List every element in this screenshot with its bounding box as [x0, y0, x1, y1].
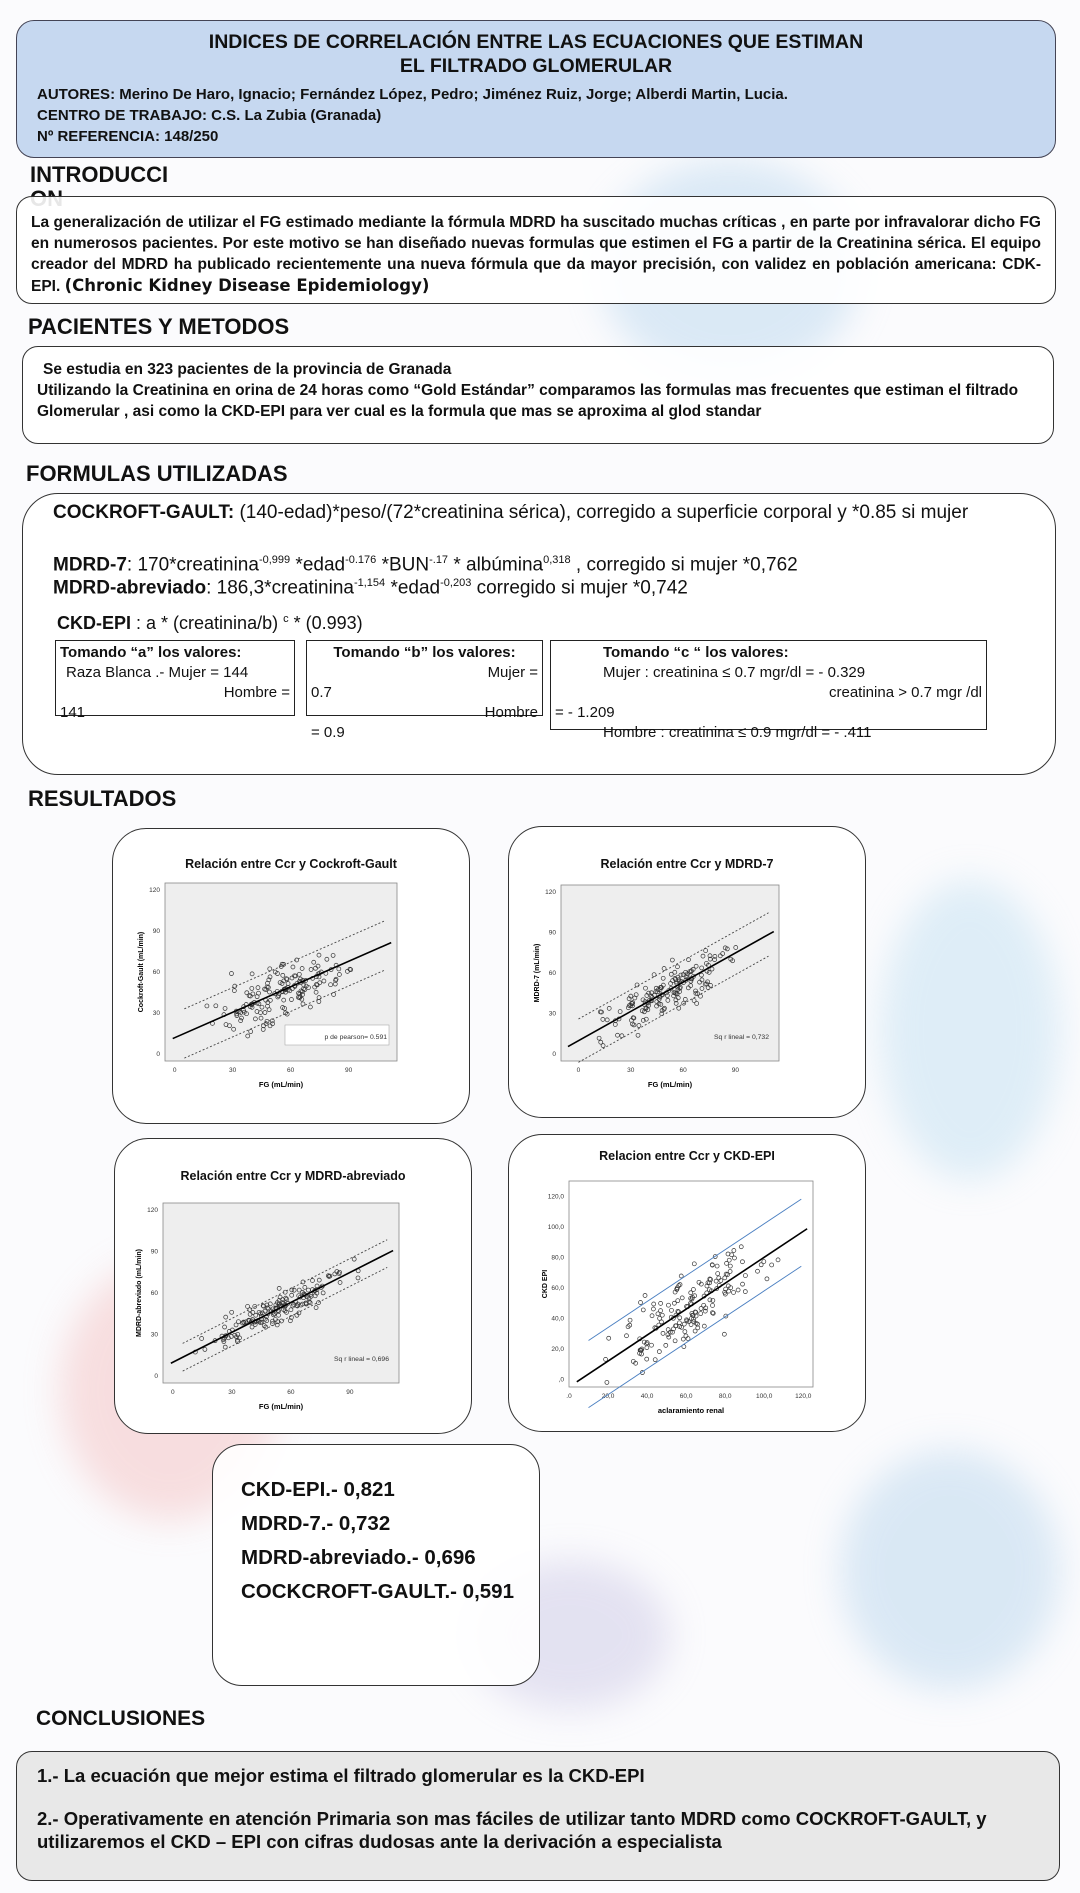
- results-heading: RESULTADOS: [28, 786, 177, 811]
- x-tick-label: 0: [172, 1067, 177, 1074]
- conclusion-1: 1.- La ecuación que mejor estima el filtrado glomerular es la CKD-EPI: [37, 1765, 645, 1786]
- y-tick-label: 20,0: [551, 1345, 564, 1353]
- result-cockcroft-gault: COCKCROFT-GAULT.- 0,591: [241, 1580, 514, 1603]
- intro-heading: INTRODUCCI: [30, 162, 169, 187]
- poster-title: INDICES DE CORRELACIÓN ENTRE LAS ECUACIONES QUE ESTIMAN EL FILTRADO GLOMERULAR: [208, 31, 864, 77]
- y-tick-label: 120: [149, 886, 160, 894]
- methods-line2: Utilizando la Creatinina en orina de 24 horas como “Gold Estándar” comparamos las formulas mas frecuentes que estiman el filtrado Glomerular , asi como la CKD-EPI para ver cual es la formula que mas se aproxima al glod standar: [37, 382, 1019, 420]
- x-axis-label: aclaramiento renal: [657, 1406, 725, 1415]
- y-axis-label: Cockroft-Gault (mL/min): [138, 931, 145, 1013]
- intro-text-tail: (Chronic Kidney Disease Epidemiology): [64, 276, 430, 295]
- methods-line1: Se estudia en 323 pacientes de la provincia de Granada: [43, 361, 452, 378]
- intro-text: La generalización de utilizar el FG estimado mediante la fórmula MDRD ha suscitado muchas críticas , en parte por infravalorar dicho FG en numerosos pacientes. Por este motivo se han diseñado nuevas formulas que estimen el FG a partir de la Creatinina sérica. El equipo creador del MDRD ha publicado recientemente una nueva fórmula que da mayor precisión, con validez en población americana: CDK-EPI.: [31, 214, 1041, 295]
- x-tick-label: 40,0: [640, 1393, 654, 1400]
- y-tick-label: 120: [545, 888, 556, 896]
- workplace: CENTRO DE TRABAJO: C.S. La Zubia (Granada): [37, 107, 382, 124]
- scatter-plot: [509, 1135, 867, 1433]
- y-tick-label: 60: [152, 969, 160, 976]
- y-tick-label: 0: [552, 1051, 556, 1059]
- box-b-values: Tomando “b” los valores: Mujer = 0.7 Hombre = 0.9: [306, 640, 543, 716]
- chart-title: Relación entre Ccr y Cockroft-Gault: [185, 857, 397, 871]
- y-tick-label: 30: [548, 1010, 556, 1018]
- scatter-plot: [115, 1139, 473, 1435]
- chart-cockroft-gault: [112, 828, 470, 1124]
- x-tick-label: 90: [731, 1067, 740, 1074]
- x-tick-label: 30: [229, 1067, 237, 1074]
- poster-header: [16, 20, 1056, 158]
- chart-ckd-epi: [508, 1134, 866, 1432]
- chart-title: Relación entre Ccr y MDRD-abreviado: [180, 1169, 406, 1183]
- r-annotation: Sq r lineal = 0,696: [334, 1356, 389, 1363]
- x-tick-label: 90: [345, 1067, 353, 1074]
- y-axis-label: CKD EPI: [542, 1269, 549, 1299]
- x-tick-label: 80,0: [718, 1393, 732, 1400]
- y-tick-label: 30: [150, 1331, 158, 1339]
- y-tick-label: 120,0: [547, 1193, 564, 1201]
- result-mdrd-abreviado: MDRD-abreviado.- 0,696: [241, 1546, 476, 1569]
- conclusion-2: 2.- Operativamente en atención Primaria son mas fáciles de utilizar tanto MDRD como COCKROFT-GAULT, y utilizaremos el CKD – EPI con cifras dudosas ante la derivación a especialista: [37, 1808, 987, 1852]
- y-tick-label: 0: [154, 1373, 158, 1381]
- formula-ckd-epi: CKD-EPI : a * (creatinina/b) $^c$ * (0.993): [57, 613, 363, 633]
- methods-heading: PACIENTES Y METODOS: [28, 314, 290, 339]
- scatter-plot: [113, 829, 471, 1125]
- y-tick-label: 60: [150, 1290, 158, 1297]
- y-tick-label: 90: [548, 929, 556, 937]
- results-summary: [212, 1444, 540, 1686]
- x-tick-label: 60: [287, 1067, 295, 1074]
- x-tick-label: 30: [228, 1389, 236, 1396]
- y-tick-label: 120: [147, 1206, 158, 1214]
- y-tick-label: 80,0: [551, 1254, 564, 1262]
- plot-area: [569, 1181, 813, 1387]
- methods-box: [22, 346, 1054, 444]
- x-axis-label: FG (mL/min): [258, 1402, 304, 1411]
- formulas-box: [22, 493, 1056, 775]
- y-tick-label: 90: [150, 1248, 158, 1256]
- x-tick-label: .0: [566, 1393, 572, 1400]
- authors: AUTORES: Merino De Haro, Ignacio; Fernández López, Pedro; Jiménez Ruiz, Jorge; Alberdi Martin, Lucia.: [37, 86, 788, 103]
- conclusions-box: [16, 1751, 1060, 1881]
- x-tick-label: 30: [627, 1067, 635, 1074]
- x-tick-label: 0: [576, 1067, 581, 1074]
- result-ckd-epi: CKD-EPI.- 0,821: [241, 1478, 395, 1501]
- y-tick-label: 60,0: [551, 1284, 564, 1292]
- box-c-values: Tomando “c “ los valores: Mujer : creatinina ≤ 0.7 mgr/dl = - 0.329 creatinina > 0.7 mgr /dl = - 1.209 Hombre : creatinina ≤ 0.9 mgr/dl = - .411: [550, 640, 987, 730]
- y-tick-label: 60: [548, 970, 556, 977]
- x-tick-label: 0: [171, 1389, 175, 1396]
- x-tick-label: 60,0: [679, 1393, 693, 1400]
- intro-box: [16, 196, 1056, 304]
- reference: Nº REFERENCIA: 148/250: [37, 128, 219, 145]
- x-tick-label: 60: [679, 1067, 687, 1074]
- y-tick-label: 90: [152, 927, 160, 935]
- chart-title: Relacion entre Ccr y CKD-EPI: [599, 1149, 775, 1163]
- chart-mdrd-abreviado: [114, 1138, 472, 1434]
- formula-cockroft: COCKROFT-GAULT: (140-edad)*peso/(72*creatinina sérica), corregido a superficie corporal y *0.85 si mujer: [53, 502, 969, 523]
- x-tick-label: 100,0: [756, 1393, 773, 1400]
- y-tick-label: 40,0: [551, 1315, 564, 1323]
- y-axis-label: MDRD-7 (mL/min): [534, 943, 541, 1003]
- r-annotation: Sq r lineal = 0,732: [714, 1034, 769, 1041]
- chart-title: Relación entre Ccr y MDRD-7: [600, 857, 774, 871]
- formula-mdrd-abreviado: MDRD-abreviado: 186,3*creatinina$^{-1,154}$ *edad$^{-0,203}$ corregido si mujer *0,742: [53, 577, 688, 599]
- x-tick-label: 20,0: [601, 1393, 615, 1400]
- chart-mdrd7: [508, 826, 866, 1118]
- y-tick-label: ,0: [558, 1376, 564, 1384]
- scatter-plot: [509, 827, 867, 1119]
- conclusions-heading: CONCLUSIONES: [36, 1707, 206, 1730]
- x-tick-label: 120,0: [795, 1393, 812, 1400]
- x-axis-label: FG (mL/min): [258, 1080, 304, 1089]
- x-tick-label: 90: [346, 1389, 354, 1396]
- y-tick-label: 30: [152, 1010, 160, 1018]
- x-tick-label: 60: [287, 1389, 295, 1396]
- result-mdrd7: MDRD-7.- 0,732: [241, 1512, 391, 1535]
- r-annotation: p de pearson= 0.591: [324, 1034, 387, 1041]
- y-axis-label: MDRD-abreviado (mL/min): [136, 1249, 143, 1337]
- formula-mdrd7: MDRD-7: 170*creatinina$^{-0,999}$ *edad$^{-0.176}$ $*BUN^{-.17}$ * albúmina$^{0,318}$ , corregido si mujer *0,762: [53, 554, 798, 576]
- y-tick-label: 100,0: [547, 1223, 564, 1231]
- x-axis-label: FG (mL/min): [647, 1080, 693, 1089]
- y-tick-label: 0: [156, 1051, 160, 1059]
- box-a-values: Tomando “a” los valores: Raza Blanca .- Mujer = 144 Hombre = 141: [55, 640, 295, 716]
- formulas-heading: FORMULAS UTILIZADAS: [26, 461, 288, 486]
